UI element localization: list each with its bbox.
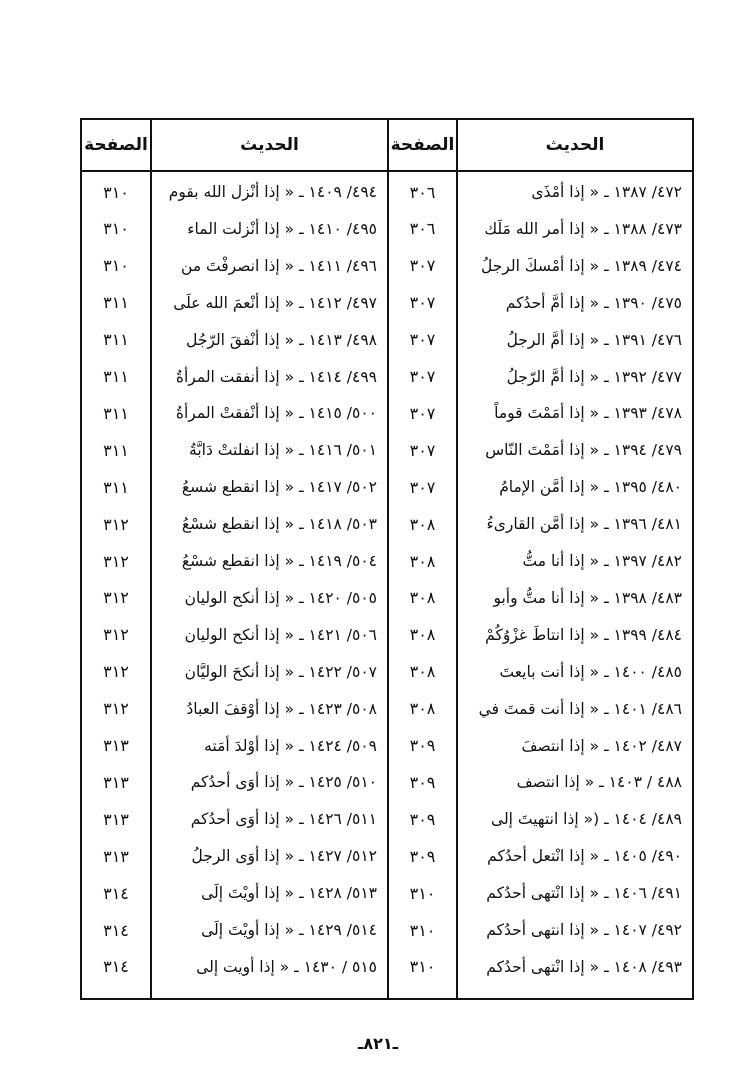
page-ref: ٣١٣ — [103, 772, 129, 792]
header-page-right: الصفحة — [390, 135, 455, 155]
page-ref: ٣٠٧ — [409, 330, 436, 350]
hadith-entry: ٤٩٥/ ١٤١٠ ـ « إذا أنْزلت الماء — [187, 219, 377, 238]
page-ref: ٣١١ — [103, 293, 129, 313]
table-row — [82, 801, 692, 837]
hadith-entry: ٤٨٥/ ١٤٠٠ ـ « إذا أنت بايعتَ — [499, 662, 682, 681]
hadith-entry: ٤٧٤/ ١٣٨٩ ـ « إذا أمْسكَ الرجلُ — [480, 256, 682, 275]
page-ref: ٣٠٨ — [409, 699, 436, 719]
table-row — [82, 912, 692, 948]
table-row — [82, 285, 692, 321]
header-hadith-left: الحديث — [240, 135, 299, 155]
page-ref: ٣٠٩ — [409, 736, 436, 755]
hadith-entry: ٥٠٩/ ١٤٢٤ ـ « إذا أوْلدَ أمَته — [204, 736, 377, 755]
hadith-entry: ٥١١/ ١٤٢٦ ـ « إذا أوَى أحدُكم — [190, 810, 377, 829]
hadith-entry: ٤٧٦/ ١٣٩١ ـ « إذا أمَّ الرجلُ — [506, 330, 682, 349]
page-ref: ٣١٠ — [103, 256, 129, 276]
table-row — [82, 395, 692, 431]
hadith-entry: ٤٧٢/ ١٣٨٧ ـ « إذا أمْذَى — [531, 183, 682, 201]
hadith-entry: ٥٠٦/ ١٤٢١ ـ « إذا أنكح الوليان — [184, 625, 377, 644]
hadith-entry: ٤٨٨ / ١٤٠٣ ـ « إذا انتصف — [516, 773, 682, 792]
page-ref: ٣٠٦ — [409, 219, 436, 239]
table-row — [82, 580, 692, 616]
hadith-entry: ٥٠٥/ ١٤٢٠ ـ « إذا أنكح الوليان — [184, 588, 377, 607]
index-table — [80, 118, 694, 1000]
page-ref: ٣١٢ — [103, 699, 129, 719]
page-ref: ٣٠٩ — [409, 809, 436, 829]
page-ref: ٣٠٧ — [409, 440, 436, 460]
page-ref: ٣٠٨ — [409, 625, 436, 645]
page-ref: ٣١٢ — [103, 662, 129, 682]
hadith-entry: ٥٠٧/ ١٤٢٢ ـ « إذا أنكحَ الوليَّان — [184, 662, 377, 681]
page-ref: ٣١٢ — [103, 588, 129, 608]
hadith-entry: ٤٩٠/ ١٤٠٥ ـ « إذا انْتعل أحدُكم — [487, 847, 682, 866]
hadith-entry: ٤٧٣/ ١٣٨٨ ـ « إذا أمر الله مَلَك — [484, 219, 682, 238]
hadith-entry: ٥١٢/ ١٤٢٧ ـ « إذا أوَى الرجلُ — [191, 847, 377, 866]
page-ref: ٣١٢ — [103, 514, 129, 534]
hadith-entry: ٤٩٤/ ١٤٠٩ ـ « إذا أنْزل الله بقوم — [168, 183, 377, 201]
hadith-entry: ٤٩٦/ ١٤١١ ـ « إذا انصرفْتَ من — [181, 256, 377, 275]
page-ref: ٣٠٧ — [409, 403, 436, 423]
table-row — [82, 691, 692, 727]
page-ref: ٣١٠ — [409, 957, 436, 977]
page-ref: ٣٠٨ — [409, 551, 436, 571]
header-divider — [82, 170, 692, 172]
page-ref: ٣١٠ — [103, 182, 129, 202]
page-ref: ٣٠٧ — [409, 256, 436, 276]
hadith-entry: ٥١٥ / ١٤٣٠ ـ « إذا أويت إلى — [196, 957, 377, 976]
hadith-entry: ٤٩٧/ ١٤١٢ ـ « إذا أنْعمَ الله علَى — [173, 293, 377, 312]
hadith-entry: ٤٩٣/ ١٤٠٨ ـ « إذا انْتهى أحدُكم — [486, 957, 682, 976]
page-ref: ٣١٣ — [103, 846, 129, 866]
hadith-entry: ٤٩٢/ ١٤٠٧ ـ « إذا انتهى أحدُكم — [486, 921, 682, 939]
page-ref: ٣١١ — [103, 330, 129, 350]
hadith-entry: ٥٠٤/ ١٤١٩ ـ « إذا انقطع شسْعُ — [181, 552, 377, 570]
table-row — [82, 617, 692, 653]
page-ref: ٣٠٩ — [409, 846, 436, 866]
hadith-entry: ٤٧٩/ ١٣٩٤ ـ « إذا أمَمْتَ النّاس — [485, 441, 682, 460]
page-ref: ٣١٢ — [103, 551, 129, 571]
table-row — [82, 838, 692, 874]
page-ref: ٣١٤ — [103, 883, 129, 903]
table-row — [82, 764, 692, 800]
page-ref: ٣١٠ — [409, 883, 436, 903]
table-row — [82, 875, 692, 911]
page-ref: ٣٠٨ — [409, 588, 436, 608]
hadith-entry: ٥٠١/ ١٤١٦ ـ « إذا انفلتتْ دَابَّةُ — [189, 441, 377, 460]
hadith-entry: ٥٠٢/ ١٤١٧ ـ « إذا انقطع شسعُ — [181, 478, 377, 497]
page-ref: ٣٠٨ — [409, 662, 436, 682]
hadith-entry: ٥٠٠/ ١٤١٥ ـ « إذا أنْفقتْ المرأةُ — [175, 404, 377, 423]
page-ref: ٣١٠ — [103, 219, 129, 239]
table-row — [82, 728, 692, 764]
page-ref: ٣١١ — [103, 367, 129, 386]
hadith-entry: ٤٨٣/ ١٣٩٨ ـ « إذا أنا متُّ وأبو — [493, 588, 682, 607]
hadith-entry: ٥١٣/ ١٤٢٨ ـ « إذا أويْتَ إلَى — [201, 884, 377, 903]
hadith-entry: ٥٠٨/ ١٤٢٣ ـ « إذا أوْقفَ العبادُ — [186, 699, 377, 718]
table-row — [82, 506, 692, 542]
hadith-entry: ٤٨٤/ ١٣٩٩ ـ « إذا انتاطَ غزْوُكُمْ — [485, 625, 682, 644]
table-row — [82, 322, 692, 358]
header-page-left: الصفحة — [84, 135, 148, 155]
page-ref: ٣١١ — [103, 477, 129, 497]
hadith-entry: ٤٧٧/ ١٣٩٢ ـ « إذا أمَّ الرّجلُ — [506, 367, 682, 386]
hadith-entry: ٤٩٩/ ١٤١٤ ـ « إذا أنفقت المرأةُ — [175, 367, 377, 386]
hadith-entry: ٤٨٠/ ١٣٩٥ ـ « إذا أمَّن الإمامُ — [499, 478, 682, 497]
hadith-entry: ٤٩٨/ ١٤١٣ ـ « إذا أنْفقَ الرّجُل — [186, 330, 377, 349]
hadith-entry: ٤٩١/ ١٤٠٦ ـ « إذا انْتهى أحدُكم — [486, 884, 682, 903]
table-row — [82, 359, 692, 395]
hadith-entry: ٥٠٣/ ١٤١٨ ـ « إذا انقطع شسْعُ — [181, 515, 377, 534]
page-ref: ٣١١ — [103, 403, 129, 423]
page-ref: ٣١٢ — [103, 625, 129, 645]
hadith-entry: ٤٨٩/ ١٤٠٤ ـ (« إذا انتهيتَ إلى — [491, 810, 682, 829]
hadith-entry: ٤٨٦/ ١٤٠١ ـ « إذا أنت قمتَ في — [478, 699, 682, 718]
page-ref: ٣٠٧ — [409, 477, 436, 497]
table-row — [82, 469, 692, 505]
table-row — [82, 432, 692, 468]
page-ref: ٣٠٩ — [409, 772, 436, 792]
page-ref: ٣٠٧ — [409, 367, 436, 386]
table-row — [82, 654, 692, 690]
table-row — [82, 949, 692, 985]
hadith-entry: ٥١٤/ ١٤٢٩ ـ « إذا أويْتَ إلَى — [201, 921, 377, 939]
page-ref: ٣١٠ — [409, 920, 436, 940]
hadith-entry: ٥١٠/ ١٤٢٥ ـ « إذا أوَى أحدُكم — [190, 773, 377, 792]
page-ref: ٣١٤ — [103, 957, 129, 977]
page-ref: ٣١٤ — [103, 920, 129, 940]
page-ref: ٣١٣ — [103, 809, 129, 829]
hadith-entry: ٤٧٨/ ١٣٩٣ ـ « إذا أمَمْتَ قوماً — [494, 404, 682, 423]
hadith-entry: ٤٨٢/ ١٣٩٧ ـ « إذا أنا متُّ — [522, 552, 682, 570]
page-number: ـ٨٢١ـ — [357, 1034, 399, 1053]
page-ref: ٣٠٧ — [409, 293, 436, 313]
table-row — [82, 543, 692, 579]
table-row — [82, 211, 692, 247]
page-ref: ٣٠٦ — [409, 182, 436, 202]
table-row — [82, 174, 692, 210]
page-ref: ٣٠٨ — [409, 514, 436, 534]
page-ref: ٣١١ — [103, 440, 129, 460]
hadith-entry: ٤٧٥/ ١٣٩٠ ـ « إذا أمَّ أحدُكم — [505, 293, 682, 312]
hadith-entry: ٤٨٧/ ١٤٠٢ ـ « إذا انتصفَ — [521, 736, 682, 755]
hadith-entry: ٤٨١/ ١٣٩٦ ـ « إذا أمَّن القارىءُ — [486, 515, 682, 534]
table-row — [82, 248, 692, 284]
header-hadith-right: الحديث — [545, 135, 605, 155]
page-ref: ٣١٣ — [103, 736, 129, 755]
